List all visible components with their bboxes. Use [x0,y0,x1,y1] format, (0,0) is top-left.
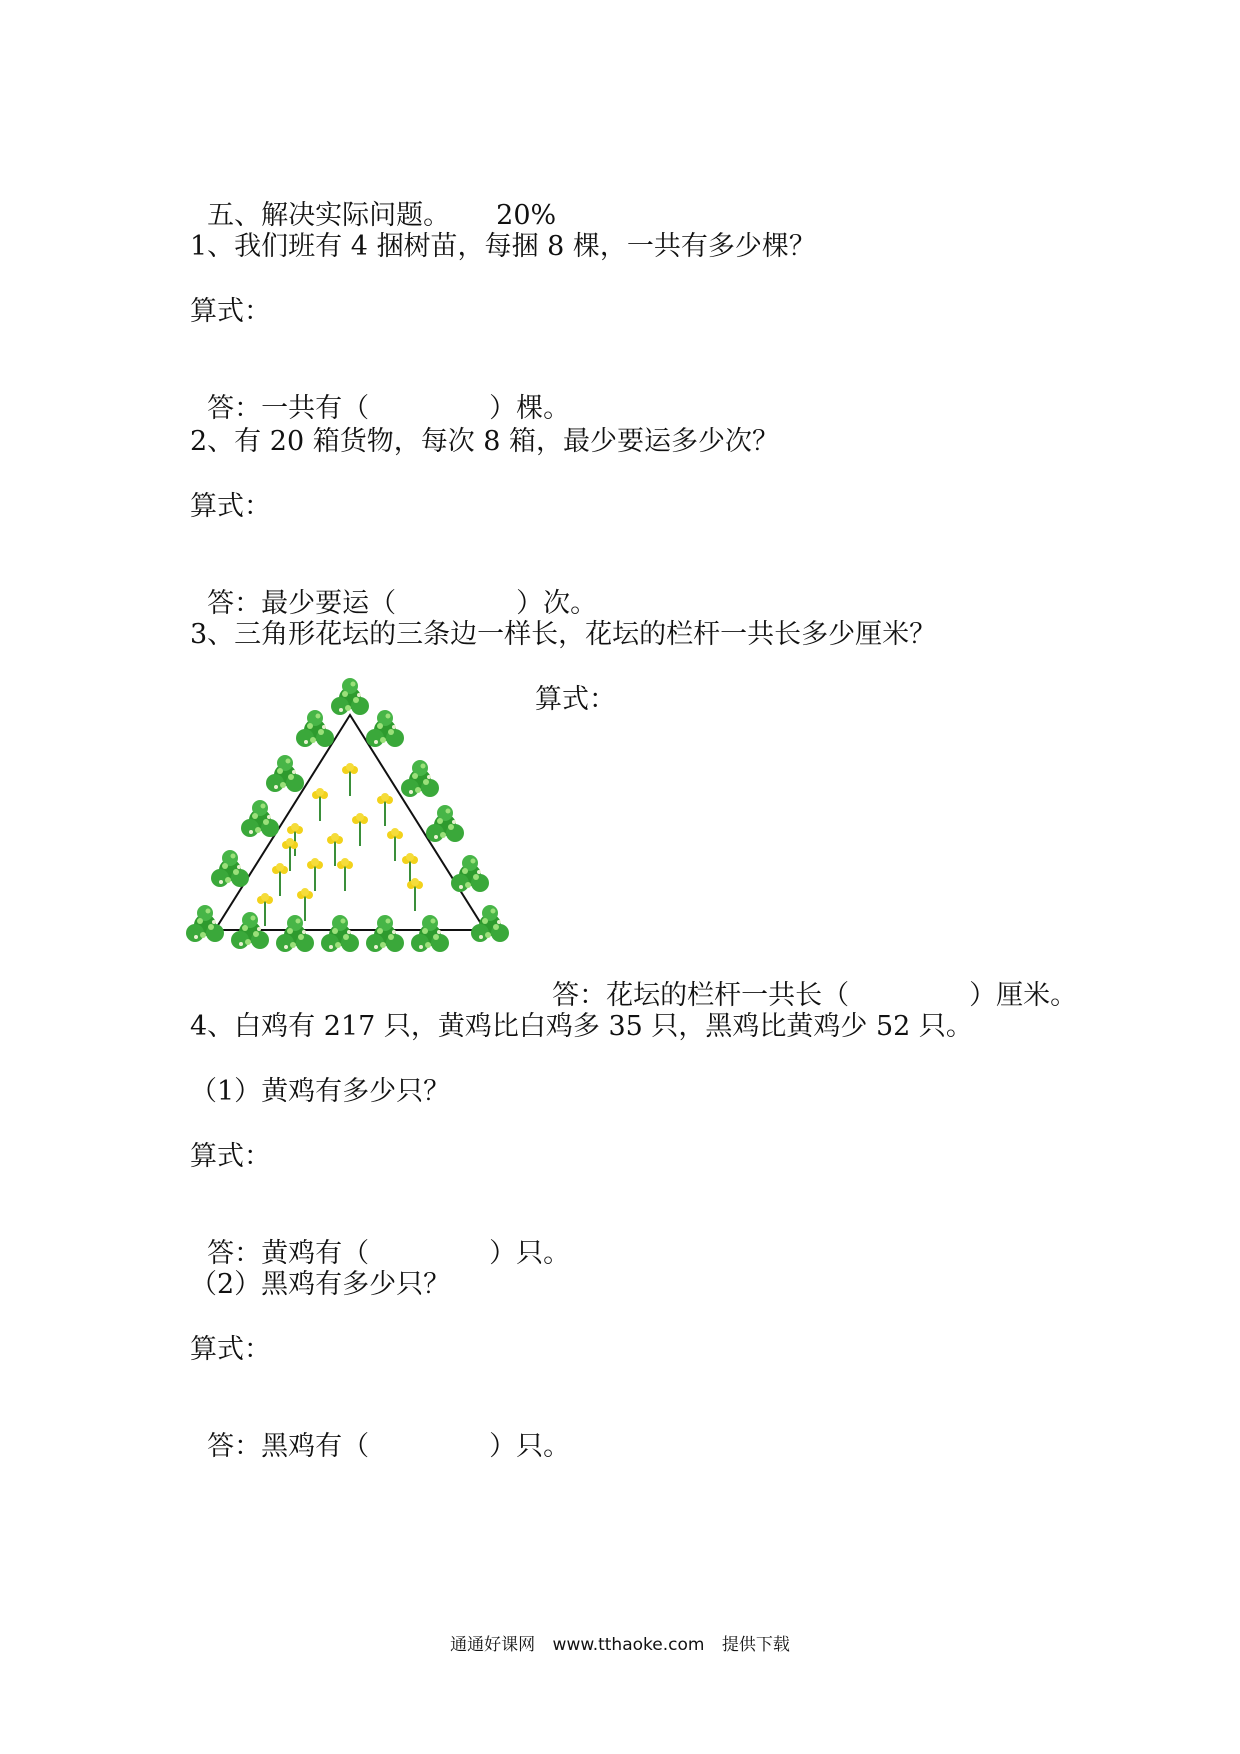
q4-sub1-question: （1）黄鸡有多少只？ [190,1076,451,1107]
q1-answer-suffix: ）棵。 [489,393,571,424]
q3-answer-prefix: 答：花坛的栏杆一共长（ [552,980,850,1011]
footer-note: 提供下载 [721,1635,790,1655]
section-title: 五、解决实际问题。 [207,200,451,231]
q1-formula-label: 算式： [190,296,271,327]
question-3: 3、三角形花坛的三条边一样长，花坛的栏杆一共长多少厘米？ [190,619,937,650]
question-2: 2、有 20 箱货物，每次 8 箱，最少要运多少次？ [190,426,780,457]
question-4: 4、白鸡有 217 只，黄鸡比白鸡多 35 只，黑鸡比黄鸡少 52 只。 [190,1011,973,1042]
q3-formula-label: 算式： [535,684,616,715]
footer-url[interactable]: www.tthaoke.com [552,1635,705,1655]
q2-formula-label: 算式： [190,491,271,522]
q4-sub1-formula-label: 算式： [190,1141,271,1172]
q4-sub2-answer-prefix: 答：黑鸡有（ [207,1431,370,1462]
q3-answer-suffix: ）厘米。 [969,980,1078,1011]
q2-answer-prefix: 答：最少要运（ [207,588,397,619]
section-score: 20% [496,200,557,231]
q1-answer [190,358,570,426]
q3-answer [535,945,1077,1013]
q4-sub2-formula-label: 算式： [190,1334,271,1365]
q4-sub1-answer [190,1203,570,1271]
q1-answer-prefix: 答：一共有（ [207,393,370,424]
q4-sub2-answer [190,1396,570,1464]
q4-sub1-answer-suffix: ）只。 [489,1238,571,1269]
q2-answer [190,553,597,621]
q4-sub2-answer-suffix: ）只。 [489,1431,571,1462]
section-heading [190,165,556,233]
question-1: 1、我们班有 4 捆树苗，每捆 8 棵，一共有多少棵？ [190,231,816,262]
q2-answer-suffix: ）次。 [516,588,598,619]
q4-sub2-question: （2）黑鸡有多少只？ [190,1269,451,1300]
footer-site-name: 通通好课网 [450,1635,536,1655]
flowerbed-triangle-illustration [185,670,515,970]
q4-sub1-answer-prefix: 答：黄鸡有（ [207,1238,370,1269]
page-footer [0,1630,1240,1655]
